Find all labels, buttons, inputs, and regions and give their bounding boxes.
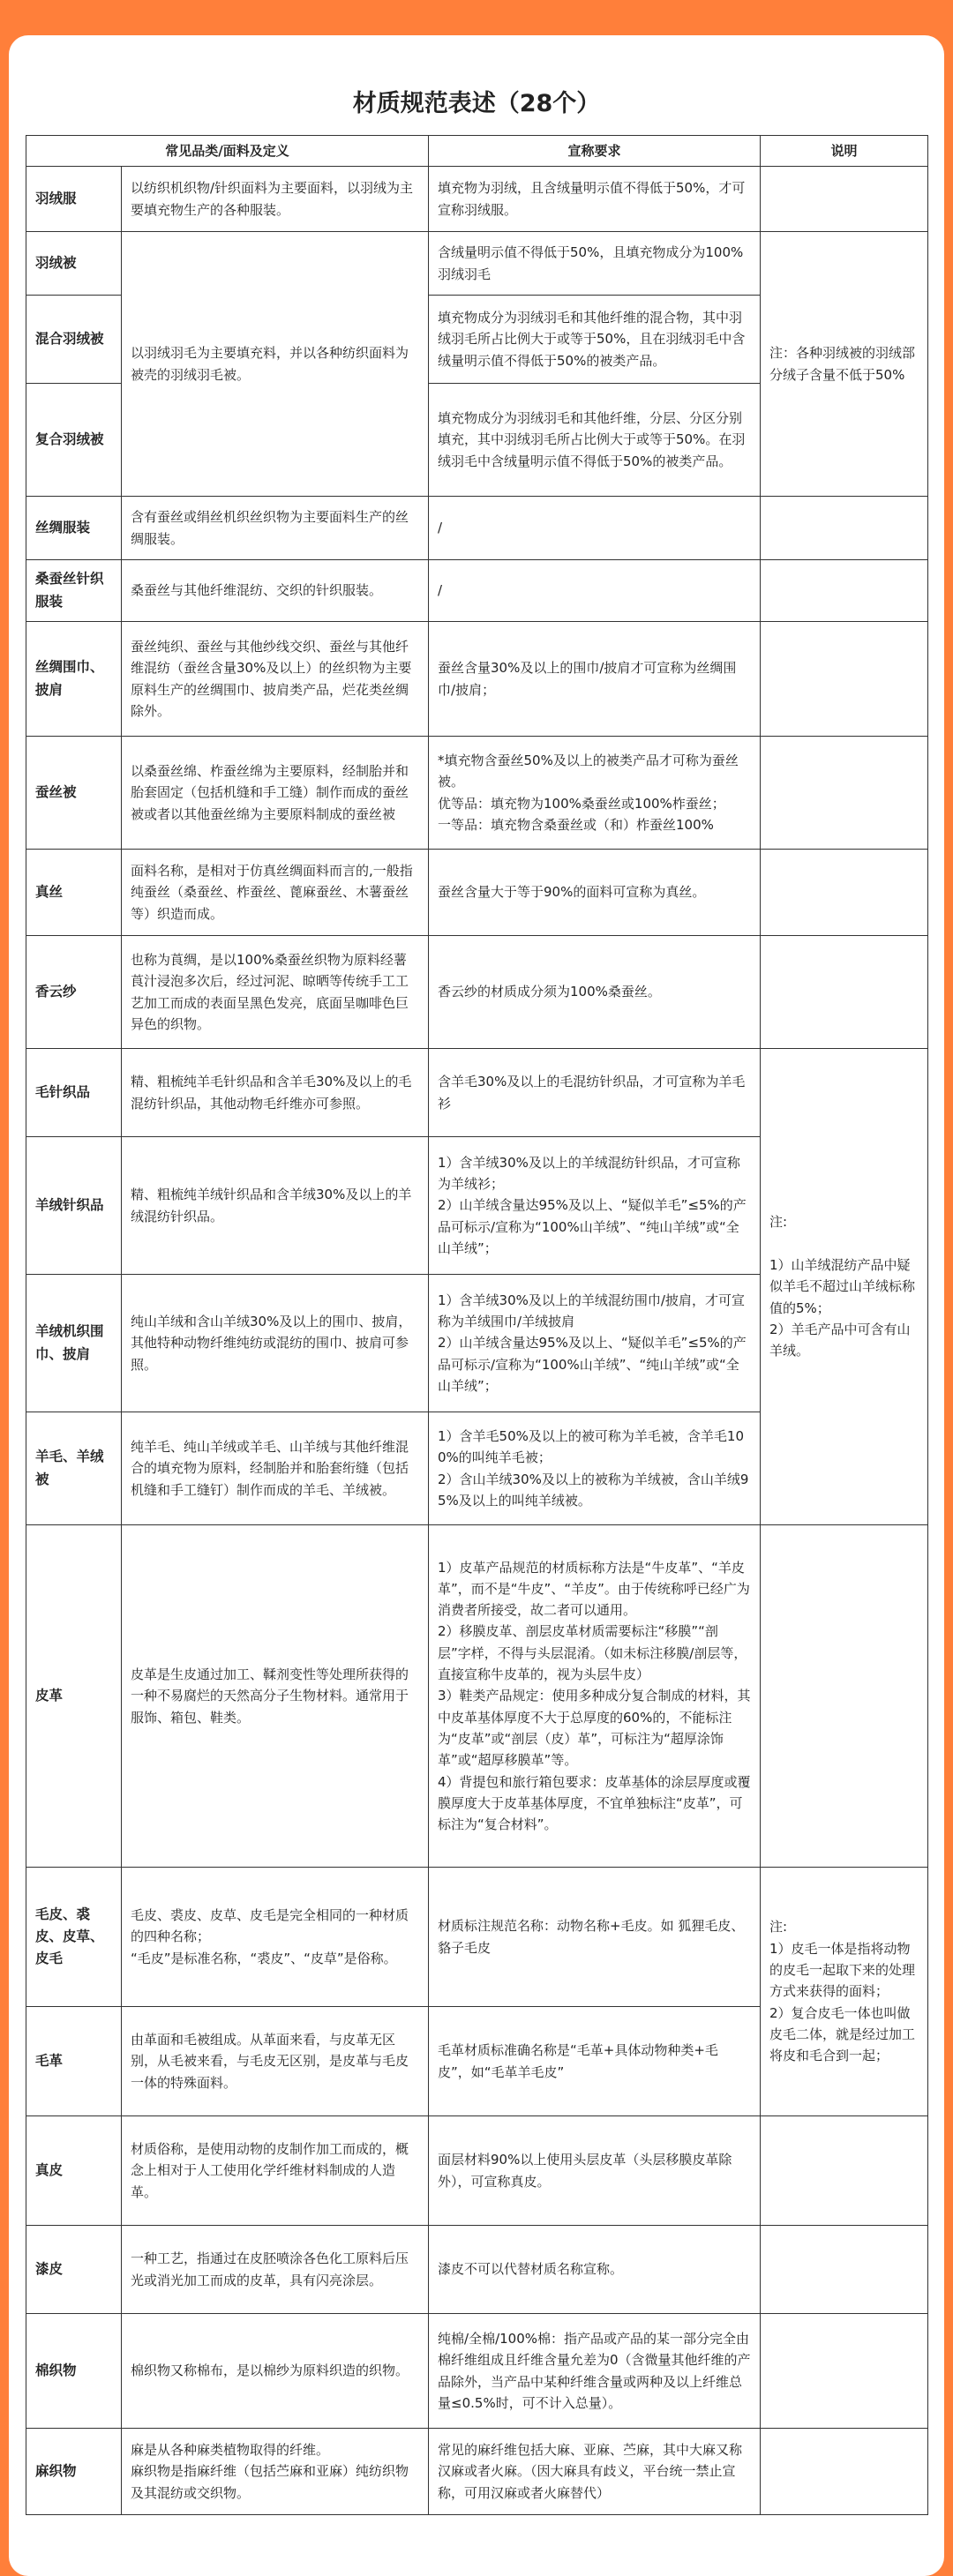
row-definition: 纯羊毛、纯山羊绒或羊毛、山羊绒与其他纤维混合的填充物为原料，经制胎并和胎套绗缝（包括机缝和手工缝钉）制作而成的羊毛、羊绒被。 [122, 1412, 429, 1525]
row-requirement: 蚕丝含量大于等于90%的面料可宣称为真丝。 [429, 850, 761, 936]
table-row [26, 850, 928, 936]
row-note [761, 167, 928, 232]
row-requirement: 1）皮革产品规范的材质标称方法是“牛皮革”、“羊皮革”，而不是“牛皮”、“羊皮”。由于传统称呼已经广为消费者所接受，故二者可以通用。 2）移膜皮革、剖层皮革材质需要标注“移膜”“剖层”字样，不得与头层混淆。（如未标注移膜/剖层等，直接宣称牛皮革的，视为头层牛皮） 3）鞋类产品规定：使用多种成分复合制成的材料，其中皮革基体厚度不大于总厚度的60%的，不能标注为“皮革”或“剖层（皮）革”，可标注为“超厚涂饰革”或“超厚移膜革”等。 4）背提包和旅行箱包要求：皮革基体的涂层厚度或覆膜厚度大于皮革基体厚度，不宜单独标注“皮革”，可标注为“复合材料”。 [429, 1525, 761, 1868]
row-definition: 由革面和毛被组成。从革面来看，与皮革无区别，从毛被来看，与毛皮无区别，是皮革与毛皮一体的特殊面料。 [122, 2007, 429, 2116]
row-requirement: 漆皮不可以代替材质名称宣称。 [429, 2226, 761, 2314]
table-row [26, 2429, 928, 2515]
row-requirement: 面层材料90%以上使用头层皮革（头层移膜皮革除外），可宣称真皮。 [429, 2116, 761, 2226]
row-name: 麻织物 [26, 2429, 122, 2515]
row-name: 羽绒被 [26, 232, 122, 296]
row-name: 毛皮、裘皮、皮草、皮毛 [26, 1868, 122, 2007]
row-definition: 棉织物又称棉布，是以棉纱为原料织造的织物。 [122, 2314, 429, 2429]
row-requirement: 蚕丝含量30%及以上的围巾/披肩才可宣称为丝绸围巾/披肩； [429, 622, 761, 737]
table-row [26, 2116, 928, 2226]
table-row [26, 1525, 928, 1868]
row-requirement: 毛革材质标准确名称是“毛革+具体动物种类+毛皮”，如“毛革羊毛皮” [429, 2007, 761, 2116]
row-definition: 一种工艺，指通过在皮胚喷涂各色化工原料后压光或消光加工而成的皮革，具有闪亮涂层。 [122, 2226, 429, 2314]
row-requirement: 纯棉/全棉/100%棉：指产品或产品的某一部分完全由棉纤维组成且纤维含量允差为0（含微量其他纤维的产品除外，当产品中某种纤维含量或两种及以上纤维总量≤0.5%时，可不计入总量）。 [429, 2314, 761, 2429]
row-name: 香云纱 [26, 936, 122, 1049]
row-name: 丝绸服装 [26, 497, 122, 560]
row-requirement: 1）含羊绒30%及以上的羊绒混纺围巾/披肩，才可宣称为羊绒围巾/羊绒披肩 2）山羊绒含量达95%及以上、“疑似羊毛”≤5%的产品可标示/宣称为“100%山羊绒”、“纯山羊绒”或“全山羊绒”； [429, 1275, 761, 1412]
table-row [26, 2314, 928, 2429]
table-row [26, 1868, 928, 2007]
row-requirement: 填充物为羽绒，且含绒量明示值不得低于50%，才可宣称羽绒服。 [429, 167, 761, 232]
table-row [26, 622, 928, 737]
row-definition: 精、粗梳纯羊绒针织品和含羊绒30%及以上的羊绒混纺针织品。 [122, 1137, 429, 1275]
row-name: 复合羽绒被 [26, 384, 122, 497]
row-note [761, 497, 928, 560]
row-note [761, 737, 928, 850]
row-definition: 以桑蚕丝绵、柞蚕丝绵为主要原料，经制胎并和胎套固定（包括机缝和手工缝）制作而成的蚕丝被或者以其他蚕丝绵为主要原料制成的蚕丝被 [122, 737, 429, 850]
row-definition: 材质俗称，是使用动物的皮制作加工而成的，概念上相对于人工使用化学纤维材料制成的人造革。 [122, 2116, 429, 2226]
table-row [26, 1049, 928, 1137]
row-name: 毛针织品 [26, 1049, 122, 1137]
row-name: 毛革 [26, 2007, 122, 2116]
row-definition: 蚕丝纯织、蚕丝与其他纱线交织、蚕丝与其他纤维混纺（蚕丝含量30%及以上）的丝织物为主要原料生产的丝绸围巾、披肩类产品，烂花类丝绸除外。 [122, 622, 429, 737]
row-requirement: / [429, 497, 761, 560]
header-category: 常见品类/面料及定义 [26, 136, 429, 167]
row-note [761, 622, 928, 737]
row-name: 桑蚕丝针织服装 [26, 560, 122, 622]
row-note [761, 2429, 928, 2515]
row-requirement: 含绒量明示值不得低于50%，且填充物成分为100%羽绒羽毛 [429, 232, 761, 296]
row-definition: 以纺织机织物/针织面料为主要面料，以羽绒为主要填充物生产的各种服装。 [122, 167, 429, 232]
row-definition: 毛皮、裘皮、皮草、皮毛是完全相同的一种材质的四种名称； “毛皮”是标准名称，“裘皮”、“皮草”是俗称。 [122, 1868, 429, 2007]
row-name: 漆皮 [26, 2226, 122, 2314]
row-definition: 麻是从各种麻类植物取得的纤维。 麻织物是指麻纤维（包括苎麻和亚麻）纯纺织物及其混纺或交织物。 [122, 2429, 429, 2515]
content-card [9, 35, 944, 2576]
table-row [26, 232, 928, 296]
row-requirement: 香云纱的材质成分须为100%桑蚕丝。 [429, 936, 761, 1049]
table-row [26, 2226, 928, 2314]
row-name: 丝绸围巾、披肩 [26, 622, 122, 737]
header-note: 说明 [761, 136, 928, 167]
row-requirement: 常见的麻纤维包括大麻、亚麻、苎麻，其中大麻又称汉麻或者火麻。（因大麻具有歧义，平台统一禁止宣称，可用汉麻或者火麻替代） [429, 2429, 761, 2515]
row-definition: 精、粗梳纯羊毛针织品和含羊毛30%及以上的毛混纺针织品，其他动物毛纤维亦可参照。 [122, 1049, 429, 1137]
row-note [761, 2314, 928, 2429]
row-note [761, 1525, 928, 1868]
row-requirement: 材质标注规范名称：动物名称+毛皮。如 狐狸毛皮、貉子毛皮 [429, 1868, 761, 2007]
header-claim: 宣称要求 [429, 136, 761, 167]
table-header-row [26, 136, 928, 167]
row-name: 羊绒机织围巾、披肩 [26, 1275, 122, 1412]
row-definition: 纯山羊绒和含山羊绒30%及以上的围巾、披肩，其他特种动物纤维纯纺或混纺的围巾、披肩可参照。 [122, 1275, 429, 1412]
row-note [761, 936, 928, 1049]
row-definition: 含有蚕丝或绢丝机织丝织物为主要面料生产的丝绸服装。 [122, 497, 429, 560]
row-name: 皮革 [26, 1525, 122, 1868]
row-note-down: 注：各种羽绒被的羽绒部分绒子含量不低于50% [761, 232, 928, 497]
row-note [761, 2226, 928, 2314]
row-note-fur: 注: 1）皮毛一体是指将动物的皮毛一起取下来的处理方式来获得的面料； 2）复合皮毛一体也叫做皮毛二体，就是经过加工将皮和毛合到一起； [761, 1868, 928, 2116]
row-name: 羊毛、羊绒被 [26, 1412, 122, 1525]
table-row [26, 167, 928, 232]
row-name: 羊绒针织品 [26, 1137, 122, 1275]
row-name: 真丝 [26, 850, 122, 936]
table-row [26, 936, 928, 1049]
row-definition: 桑蚕丝与其他纤维混纺、交织的针织服装。 [122, 560, 429, 622]
row-definition: 也称为莨绸，是以100%桑蚕丝织物为原料经薯莨汁浸泡多次后，经过河泥、晾晒等传统手工工艺加工而成的表面呈黑色发亮，底面呈咖啡色巨异色的织物。 [122, 936, 429, 1049]
row-requirement: *填充物含蚕丝50%及以上的被类产品才可称为蚕丝被。 优等品：填充物为100%桑蚕丝或100%柞蚕丝； 一等品：填充物含桑蚕丝或（和）柞蚕丝100% [429, 737, 761, 850]
row-requirement: 含羊毛30%及以上的毛混纺针织品，才可宣称为羊毛衫 [429, 1049, 761, 1137]
row-note-wool: 注: 1）山羊绒混纺产品中疑似羊毛不超过山羊绒标称值的5%； 2）羊毛产品中可含有山羊绒。 [761, 1049, 928, 1525]
row-name: 真皮 [26, 2116, 122, 2226]
row-definition: 面料名称，是相对于仿真丝绸面料而言的,一般指纯蚕丝（桑蚕丝、柞蚕丝、蓖麻蚕丝、木薯蚕丝等）织造而成。 [122, 850, 429, 936]
row-definition: 皮革是生皮通过加工、鞣剂变性等处理所获得的一种不易腐烂的天然高分子生物材料。通常用于服饰、箱包、鞋类。 [122, 1525, 429, 1868]
row-requirement: 填充物成分为羽绒羽毛和其他纤维的混合物，其中羽绒羽毛所占比例大于或等于50%，且在羽绒羽毛中含绒量明示值不得低于50%的被类产品。 [429, 296, 761, 384]
page-title: 材质规范表述（28个） [352, 90, 601, 117]
table-row [26, 497, 928, 560]
table-row [26, 560, 928, 622]
row-definition-shared: 以羽绒羽毛为主要填充料，并以各种纺织面料为被壳的羽绒羽毛被。 [122, 232, 429, 497]
row-name: 蚕丝被 [26, 737, 122, 850]
row-requirement: / [429, 560, 761, 622]
table-row [26, 737, 928, 850]
row-note [761, 560, 928, 622]
row-name: 羽绒服 [26, 167, 122, 232]
row-requirement: 1）含羊绒30%及以上的羊绒混纺针织品，才可宣称为羊绒衫； 2）山羊绒含量达95%及以上、“疑似羊毛”≤5%的产品可标示/宣称为“100%山羊绒”、“纯山羊绒”或“全山羊绒”； [429, 1137, 761, 1275]
row-name: 混合羽绒被 [26, 296, 122, 384]
row-name: 棉织物 [26, 2314, 122, 2429]
row-requirement: 填充物成分为羽绒羽毛和其他纤维，分层、分区分别填充，其中羽绒羽毛所占比例大于或等于50%。在羽绒羽毛中含绒量明示值不得低于50%的被类产品。 [429, 384, 761, 497]
spec-table [26, 135, 928, 2515]
row-note [761, 2116, 928, 2226]
row-requirement: 1）含羊毛50%及以上的被可称为羊毛被，含羊毛100%的叫纯羊毛被； 2）含山羊绒30%及以上的被称为羊绒被，含山羊绒95%及以上的叫纯羊绒被。 [429, 1412, 761, 1525]
row-note [761, 850, 928, 936]
